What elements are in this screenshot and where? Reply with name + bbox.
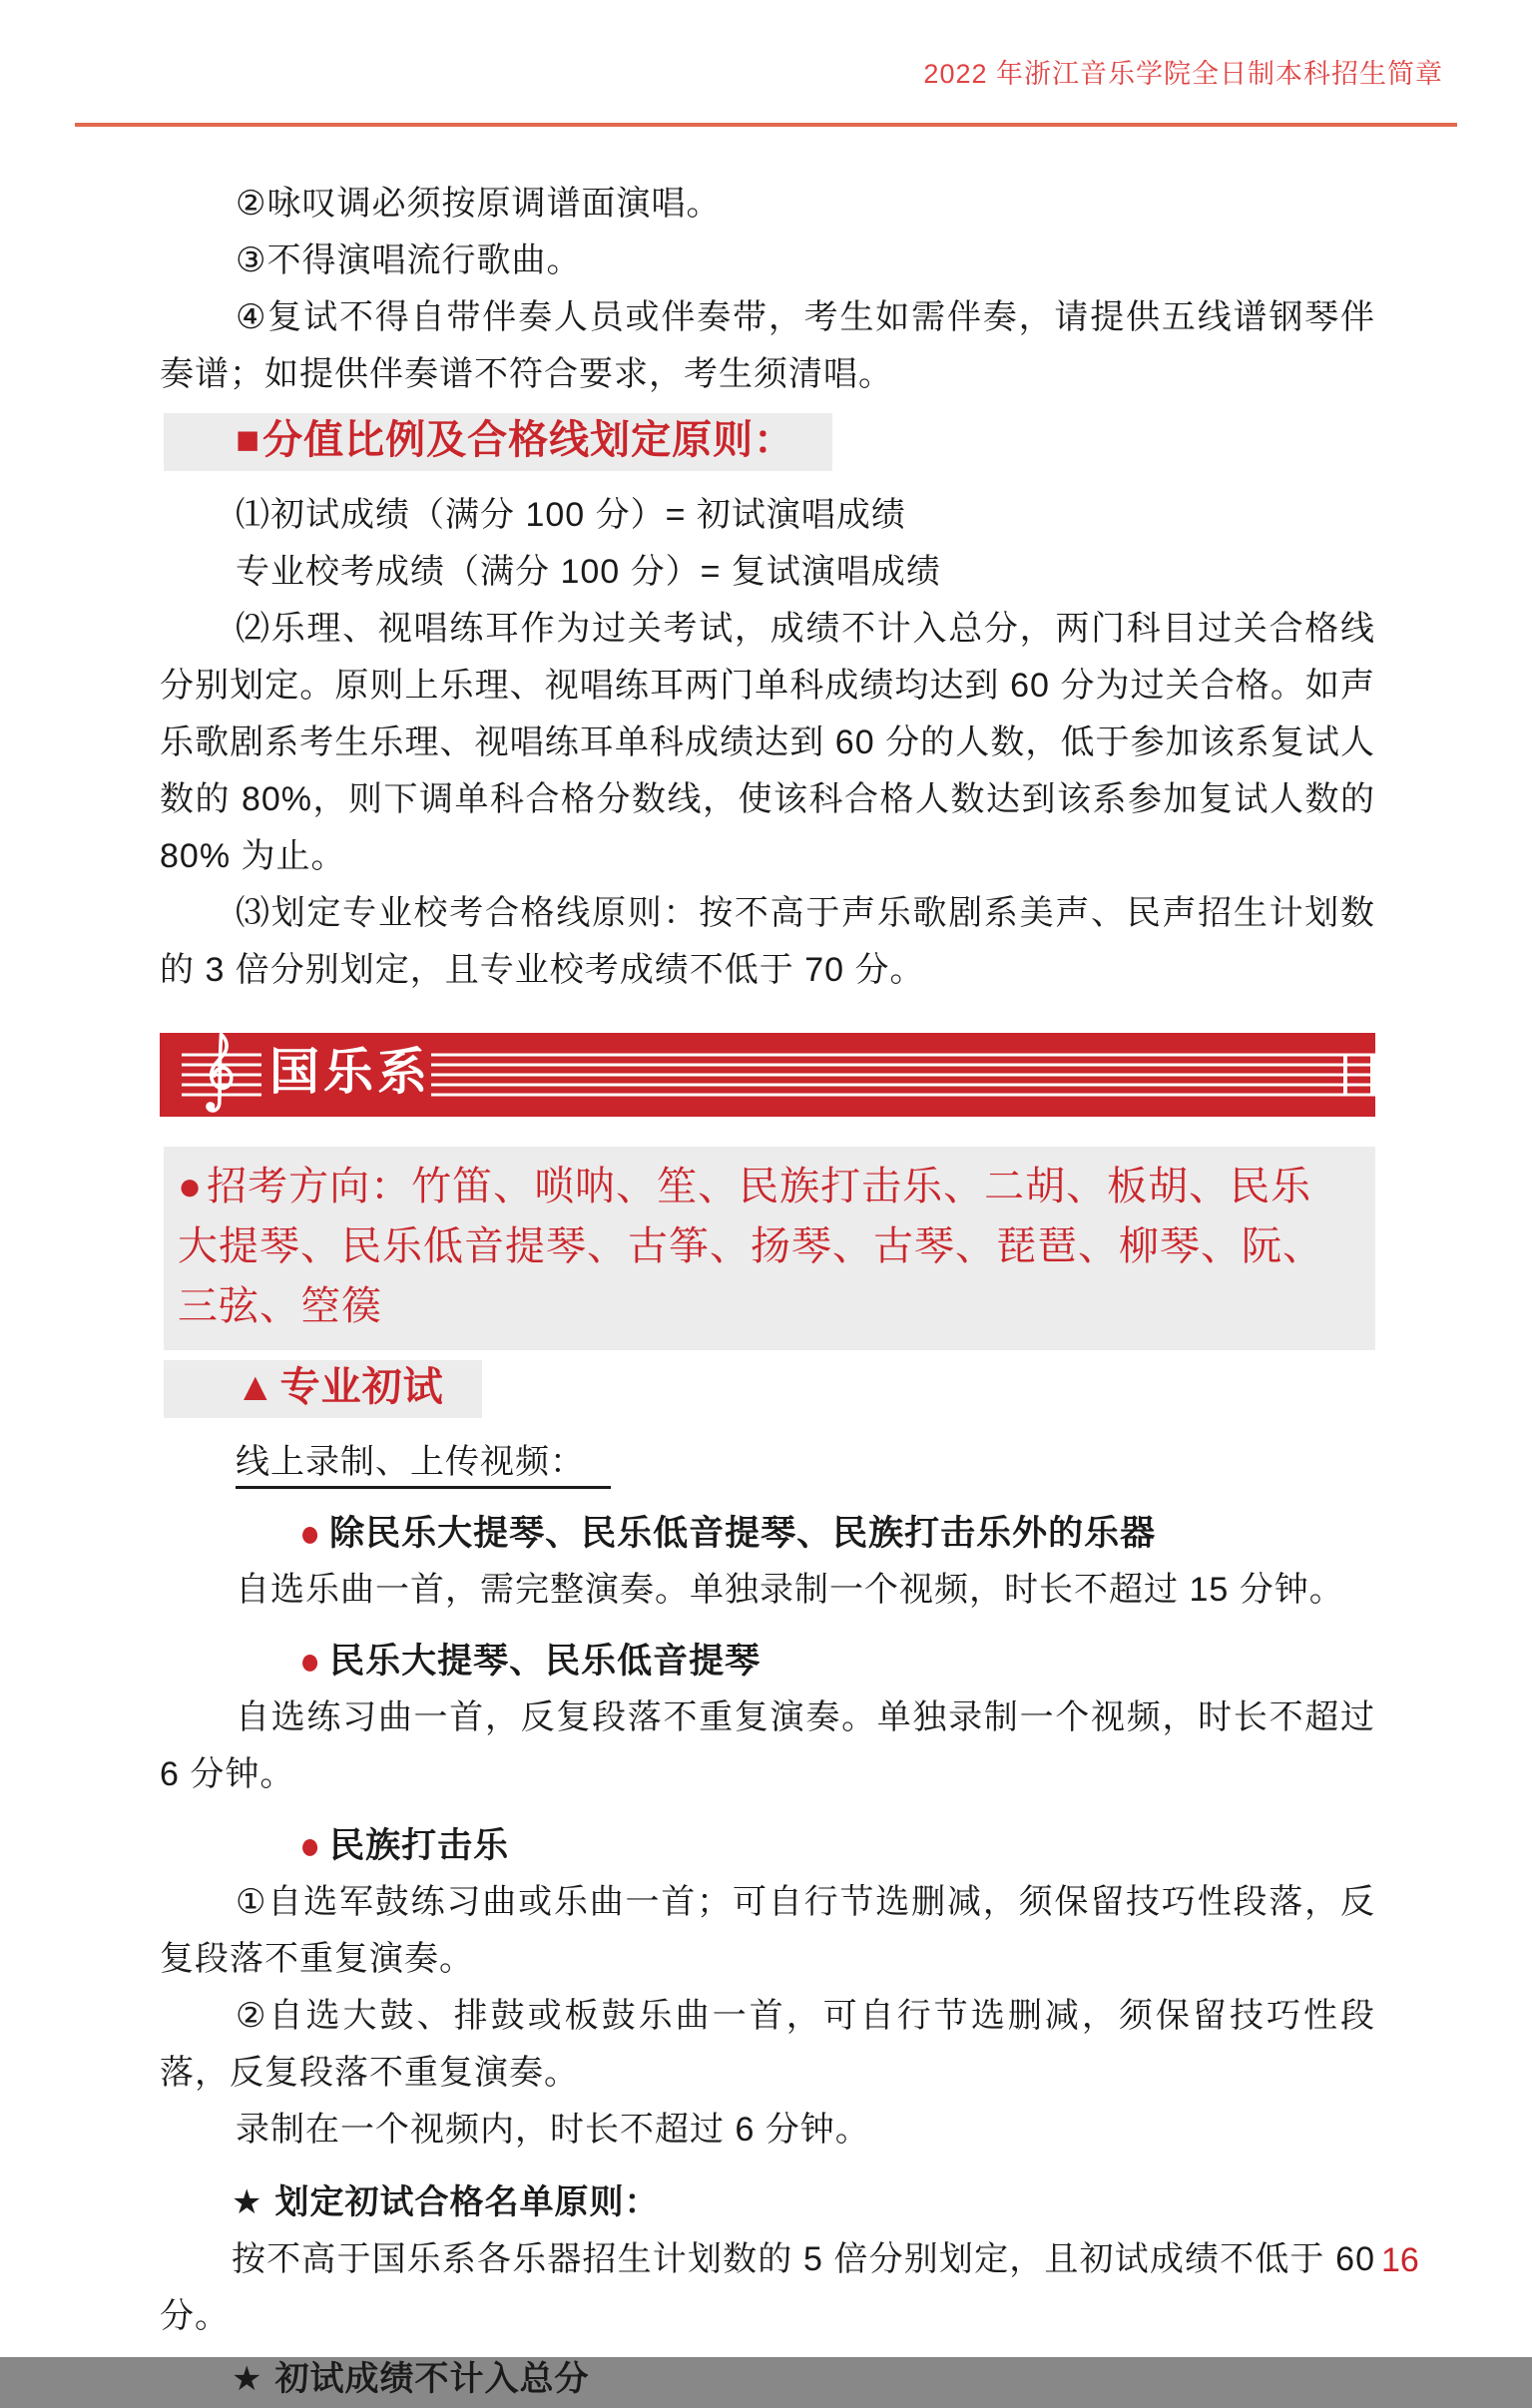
group-heading-text: 民族打击乐 <box>329 1826 510 1865</box>
section-header-preliminary <box>164 1360 482 1418</box>
group-paragraph: 录制在一个视频内，时长不超过 6 分钟。 <box>236 2111 870 2149</box>
bullet-icon: ● <box>299 1823 322 1868</box>
upload-subtitle: 线上录制、上传视频： <box>236 1443 611 1489</box>
star-icon: ★ <box>232 2183 263 2221</box>
note-title-line <box>160 2174 1375 2231</box>
page-header-title: 2022 年浙江音乐学院全日制本科招生简章 <box>923 59 1443 89</box>
group-heading-text: 民乐大提琴、民乐低音提琴 <box>329 1642 762 1681</box>
score-item-3: ⑵乐理、视唱练耳作为过关考试，成绩不计入总分，两门科目过关合格线分别划定。原则上乐理、视唱练耳两门单科成绩均达到 60 分为过关合格。如声乐歌剧系考生乐理、视唱练耳单科成绩达到 60 分的人数，低于参加该系复试人数的 80%，则下调单科合格分数线，使该科合格人数达到该系参加复试人数的 80% 为止。 <box>160 610 1375 875</box>
note-pass-list <box>160 2174 1375 2345</box>
star-icon: ★ <box>232 2360 263 2398</box>
note-title-line <box>160 2351 1375 2408</box>
score-section-title: 分值比例及合格线划定原则： <box>262 418 795 462</box>
page-content <box>160 176 1375 2408</box>
group-paragraph: 自选练习曲一首，反复段落不重复演奏。单独录制一个视频，时长不超过 6 分钟。 <box>160 1698 1375 1793</box>
group-heading <box>160 1633 1375 1689</box>
group-paragraph: ①自选军鼓练习曲或乐曲一首；可自行节选删减，须保留技巧性段落，反复段落不重复演奏。 <box>160 1883 1375 1978</box>
exam-group-cello-bass <box>160 1633 1375 1803</box>
score-item-4: ⑶划定专业校考合格线原则：按不高于声乐歌剧系美声、民声招生计划数的 3 倍分别划定，且专业校考成绩不低于 70 分。 <box>160 894 1375 989</box>
score-item-1: ⑴初试成绩（满分 100 分）= 初试演唱成绩 <box>236 496 906 534</box>
department-banner <box>160 1033 1375 1117</box>
group-heading <box>160 1817 1375 1874</box>
header-divider <box>75 123 1457 127</box>
score-section <box>160 403 1375 999</box>
preliminary-title: 专业初试 <box>279 1365 444 1409</box>
vocal-rule-3: ③不得演唱流行歌曲。 <box>236 241 582 279</box>
score-item-2: 专业校考成绩（满分 100 分）= 复试演唱成绩 <box>236 553 941 591</box>
vocal-rule-2: ②咏叹调必须按原调谱面演唱。 <box>236 185 722 223</box>
section-header-score-rules <box>164 413 832 471</box>
directions-text: 竹笛、唢呐、笙、民族打击乐、二胡、板胡、民乐大提琴、民乐低音提琴、古筝、扬琴、古琴、琵琶、柳琴、阮、三弦、箜篌 <box>178 1165 1323 1328</box>
exam-group-other-instruments <box>160 1505 1375 1619</box>
staff-lines-right <box>431 1055 1371 1095</box>
department-banner-title: 国乐系 <box>269 1044 431 1101</box>
upload-subtitle-line <box>160 1434 1375 1491</box>
group-heading <box>160 1505 1375 1562</box>
admission-directions <box>164 1147 1375 1350</box>
treble-clef-icon <box>206 1035 232 1112</box>
directions-label: 招考方向： <box>207 1165 412 1208</box>
note-title-text: 划定初试合格名单原则： <box>274 2183 660 2221</box>
group-paragraph: ②自选大鼓、排鼓或板鼓乐曲一首，可自行节选删减，须保留技巧性段落，反复段落不重复演奏。 <box>160 1997 1375 2092</box>
triangle-marker-icon: ▲ <box>236 1365 276 1409</box>
note-title-text: 初试成绩不计入总分 <box>274 2360 590 2398</box>
square-marker-icon: ■ <box>236 418 261 462</box>
page-number: 16 <box>1381 2241 1419 2279</box>
note-body: 按不高于国乐系各乐器招生计划数的 5 倍分别划定，且初试成绩不低于 60 分。 <box>160 2240 1375 2335</box>
group-paragraph: 自选乐曲一首，需完整演奏。单独录制一个视频，时长不超过 15 分钟。 <box>236 1571 1344 1609</box>
bullet-icon: ● <box>299 1639 322 1684</box>
bullet-icon: ● <box>299 1511 322 1556</box>
group-heading-text: 除民乐大提琴、民乐低音提琴、民族打击乐外的乐器 <box>329 1514 1157 1553</box>
exam-group-percussion <box>160 1817 1375 2159</box>
vocal-rule-4: ④复试不得自带伴奏人员或伴奏带，考生如需伴奏，请提供五线谱钢琴伴奏谱；如提供伴奏谱不符合要求，考生须清唱。 <box>160 298 1375 393</box>
bullet-icon: ● <box>178 1165 204 1208</box>
note-score-not-counted <box>160 2351 1375 2408</box>
